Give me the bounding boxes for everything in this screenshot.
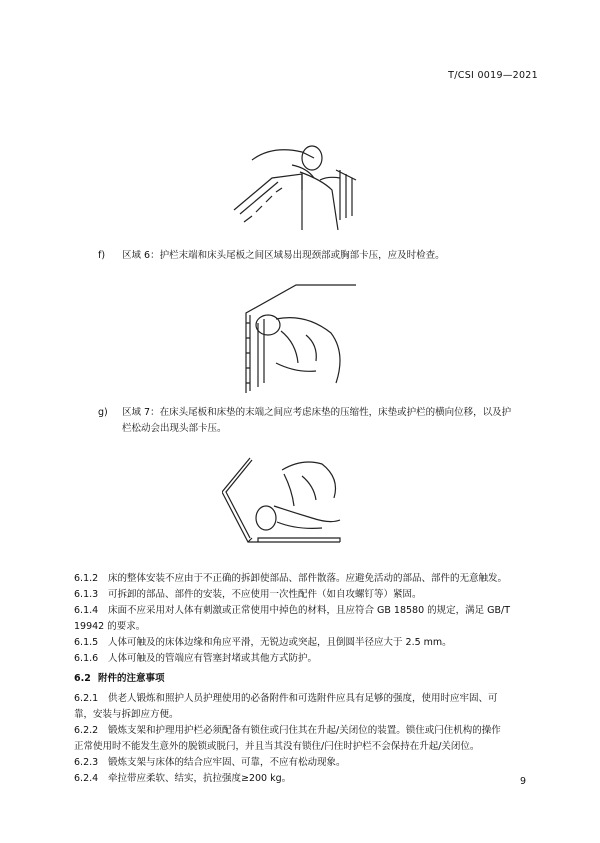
clause-text: 牵拉带应柔软、结实，抗拉强度≥200 kg。 xyxy=(108,773,292,784)
clause-text-continued: 正常使用时不能发生意外的脱锁或脱闩，并且当其没有锁住/闩住时护栏不会保持在升起/关闭位。 xyxy=(74,741,480,752)
clause-number: 6.1.6 xyxy=(74,653,99,664)
region-7a-illustration xyxy=(236,283,366,393)
clause-number: 6.1.4 xyxy=(74,605,99,616)
figure-region-7b xyxy=(222,450,352,555)
caption-f xyxy=(98,248,558,264)
clause-text: 人体可触及的管端应有管塞封堵或其他方式防护。 xyxy=(108,653,318,664)
clause-6-2-2 xyxy=(74,723,544,739)
clause-6-2-1 xyxy=(74,691,544,707)
clause-text: 可拆卸的部品、部件的安装，不应使用一次性配件（如自攻螺钉等）紧固。 xyxy=(108,589,422,600)
doc-code-header: T/CSI 0019—2021 xyxy=(448,70,538,81)
caption-g-label: g) xyxy=(98,407,108,418)
clause-6-2-3 xyxy=(74,755,544,771)
caption-f-label: f) xyxy=(98,250,106,261)
clause-number: 6.2.4 xyxy=(74,773,99,784)
clause-6-1-4 xyxy=(74,603,544,619)
clause-text: 床的整体安装不应由于不正确的拆卸使部品、部件散落。应避免活动的部品、部件的无意触发。 xyxy=(108,573,508,584)
region-6-illustration xyxy=(232,130,372,230)
clause-number: 6.1.2 xyxy=(74,573,99,584)
caption-g-text: 区域 7：在床头尾板和床垫的末端之间应考虑床垫的压缩性，床垫或护栏的横向位移，以及护 xyxy=(122,407,512,418)
clause-text: 锻炼支架与床体的结合应牢固、可靠，不应有松动现象。 xyxy=(108,757,346,768)
section-number: 6.2 xyxy=(74,673,91,684)
clause-6-1-4-cont xyxy=(74,619,544,635)
section-title: 附件的注意事项 xyxy=(98,673,165,684)
region-7b-illustration xyxy=(222,450,352,555)
clause-text-continued: 靠，安装与拆卸应方便。 xyxy=(74,709,179,720)
clause-6-2-1-cont xyxy=(74,707,544,723)
clause-6-2-2-cont xyxy=(74,739,544,755)
figure-region-7a xyxy=(236,283,366,393)
clause-text: 锻炼支架和护理用护栏必须配备有锁住或闩住其在升起/关闭位的装置。锁住或闩住机构的操作 xyxy=(108,725,501,736)
clause-text: 供老人锻炼和照护人员护理使用的必备附件和可选附件应具有足够的强度，使用时应牢固、可 xyxy=(108,693,498,704)
clause-number: 6.1.5 xyxy=(74,637,99,648)
caption-f-text: 区域 6：护栏末端和床头尾板之间区域易出现颈部或胸部卡压，应及时检查。 xyxy=(122,250,445,261)
clause-6-1-3 xyxy=(74,587,544,603)
clause-text: 床面不应采用对人体有刺激或正常使用中掉色的材料，且应符合 GB 18580 的规定，满足 GB/T xyxy=(108,605,511,616)
page-number: 9 xyxy=(519,776,526,787)
clause-number: 6.2.2 xyxy=(74,725,99,736)
clause-6-1-2 xyxy=(74,571,544,587)
clause-6-1-5 xyxy=(74,635,544,651)
caption-g-cont xyxy=(122,421,562,437)
figure-region-6 xyxy=(232,130,372,230)
clause-number: 6.2.1 xyxy=(74,693,99,704)
clause-text-continued: 19942 的要求。 xyxy=(74,621,146,632)
clause-number: 6.2.3 xyxy=(74,757,99,768)
section-heading-6-2 xyxy=(74,670,165,684)
clause-6-2-4 xyxy=(74,771,544,787)
caption-g xyxy=(98,405,558,421)
clause-text: 人体可触及的床体边缘和角应平滑，无锐边或突起，且倒圆半径应大于 2.5 mm。 xyxy=(108,637,452,648)
clause-number: 6.1.3 xyxy=(74,589,99,600)
caption-g-text2: 栏松动会出现头部卡压。 xyxy=(122,423,227,434)
clause-6-1-6 xyxy=(74,651,544,667)
